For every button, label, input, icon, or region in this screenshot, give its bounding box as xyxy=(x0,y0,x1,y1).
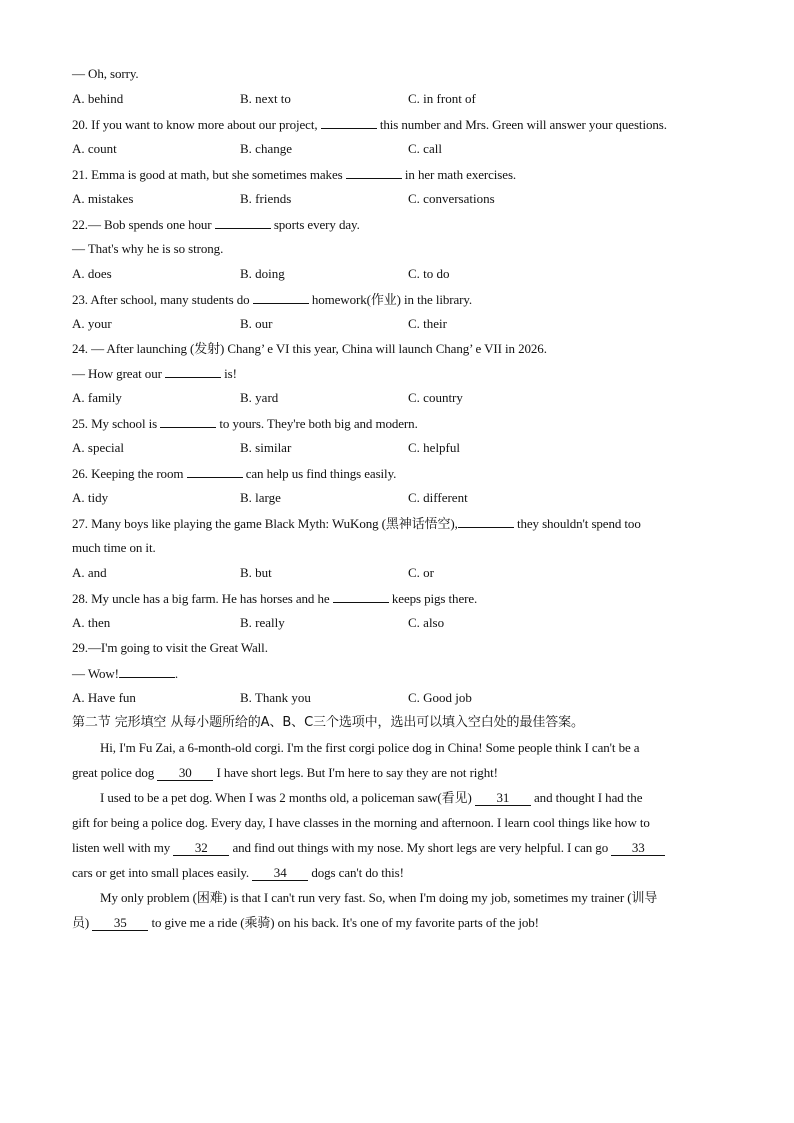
q28-stem-end: keeps pigs there. xyxy=(391,591,478,606)
q27-stem-continued: much time on it. xyxy=(72,540,156,555)
passage-p2-line3 xyxy=(72,840,665,856)
q20-option-b: B. change xyxy=(240,141,292,156)
q28-option-c: C. also xyxy=(408,615,445,630)
q25-stem-start: 25. My school is xyxy=(72,416,158,431)
q28-blank xyxy=(333,590,389,603)
passage-p2-line4-end: dogs can't do this! xyxy=(311,865,404,880)
passage-p2-line3-end: and find out things with my nose. My short legs are very helpful. I can go xyxy=(232,840,609,855)
passage-p2-line1 xyxy=(100,790,642,806)
q24-blank xyxy=(165,365,221,378)
q29-stem: 29.—I'm going to visit the Great Wall. xyxy=(72,640,268,655)
q27-stem-start: 27. Many boys like playing the game Black Myth: WuKong (黑神话悟空), xyxy=(72,516,458,531)
q26-blank xyxy=(187,465,243,478)
blank-30: 30 xyxy=(157,766,213,781)
q21-option-a: A. mistakes xyxy=(72,191,134,206)
q23-blank xyxy=(253,291,309,304)
q25-blank xyxy=(160,415,216,428)
q26-stem-end: can help us find things easily. xyxy=(245,466,397,481)
q24-option-c: C. country xyxy=(408,390,463,405)
q29-option-a: A. Have fun xyxy=(72,690,136,705)
passage-p1-line2-start: great police dog xyxy=(72,765,155,780)
q20-stem xyxy=(72,116,667,133)
blank-31: 31 xyxy=(475,791,531,806)
q24-reply-end: is! xyxy=(224,366,237,381)
q20-stem-start: 20. If you want to know more about our project, xyxy=(72,117,318,132)
q19-option-b: B. next to xyxy=(240,91,291,106)
q22-blank xyxy=(215,216,271,229)
passage-p2-line4-start: cars or get into small places easily. xyxy=(72,865,250,880)
q25-option-c: C. helpful xyxy=(408,440,460,455)
q21-stem-end: in her math exercises. xyxy=(404,167,517,182)
q27-stem xyxy=(72,515,641,532)
q21-stem-start: 21. Emma is good at math, but she sometimes makes xyxy=(72,167,343,182)
passage-p3-line1: My only problem (困难) is that I can't run very fast. So, when I'm doing my job, sometimes my trainer (训导 xyxy=(100,890,658,905)
q28-option-b: B. really xyxy=(240,615,285,630)
q29-reply-start: — Wow! xyxy=(72,666,119,681)
blank-33: 33 xyxy=(611,841,665,856)
q28-stem xyxy=(72,590,477,607)
q21-option-b: B. friends xyxy=(240,191,292,206)
q22-option-b: B. doing xyxy=(240,266,285,281)
passage-p2-line3-start: listen well with my xyxy=(72,840,171,855)
q19-option-c: C. in front of xyxy=(408,91,476,106)
q22-stem-end: sports every day. xyxy=(273,217,360,232)
passage-p2-line2: gift for being a police dog. Every day, I have classes in the morning and afternoon. I learn cool things like how to xyxy=(72,815,650,830)
blank-32: 32 xyxy=(173,841,229,856)
q26-option-a: A. tidy xyxy=(72,490,109,505)
passage-p3-line2-start: 员) xyxy=(72,915,90,930)
q25-stem-end: to yours. They're both big and modern. xyxy=(219,416,418,431)
q27-option-a: A. and xyxy=(72,565,107,580)
q25-option-a: A. special xyxy=(72,440,124,455)
q28-stem-start: 28. My uncle has a big farm. He has horses and he xyxy=(72,591,330,606)
q22-stem xyxy=(72,216,360,233)
passage-p1-line1: Hi, I'm Fu Zai, a 6-month-old corgi. I'm the first corgi police dog in China! Some people think I can't be a xyxy=(100,740,640,755)
q26-option-b: B. large xyxy=(240,490,281,505)
q20-option-a: A. count xyxy=(72,141,117,156)
q19-reply: — Oh, sorry. xyxy=(72,66,139,81)
q23-stem xyxy=(72,291,472,308)
passage-p2-line1-start: I used to be a pet dog. When I was 2 months old, a policeman saw(看见) xyxy=(100,790,472,805)
q29-option-b: B. Thank you xyxy=(240,690,311,705)
q27-option-c: C. or xyxy=(408,565,434,580)
q19-option-a: A. behind xyxy=(72,91,124,106)
blank-34: 34 xyxy=(252,866,308,881)
passage-p3-line2-end: to give me a ride (乘骑) on his back. It's one of my favorite parts of the job! xyxy=(151,915,539,930)
blank-35: 35 xyxy=(92,916,148,931)
q27-stem-mid: they shouldn't spend too xyxy=(516,516,641,531)
q21-stem xyxy=(72,166,516,183)
q21-option-c: C. conversations xyxy=(408,191,495,206)
q23-option-b: B. our xyxy=(240,316,273,331)
q22-reply: — That's why he is so strong. xyxy=(72,241,224,256)
section-heading: 第二节 完形填空 从每小题所给的A、B、C三个选项中，选出可以填入空白处的最佳答案。 xyxy=(72,715,584,730)
q24-option-b: B. yard xyxy=(240,390,279,405)
q27-blank xyxy=(458,515,514,528)
passage-p2-line4 xyxy=(72,865,404,881)
passage-p1-line2 xyxy=(72,765,498,781)
passage-p3-line2 xyxy=(72,915,539,931)
q20-blank xyxy=(321,116,377,129)
q24-reply xyxy=(72,365,237,382)
q23-option-c: C. their xyxy=(408,316,447,331)
q22-stem-start: 22.— Bob spends one hour xyxy=(72,217,212,232)
q28-option-a: A. then xyxy=(72,615,111,630)
q22-option-a: A. does xyxy=(72,266,112,281)
q20-stem-end: this number and Mrs. Green will answer your questions. xyxy=(379,117,667,132)
q24-stem: 24. — After launching (发射) Chang’ e VI this year, China will launch Chang’ e VII in 2026. xyxy=(72,341,547,356)
q23-stem-start: 23. After school, many students do xyxy=(72,292,250,307)
passage-p2-line1-end: and thought I had the xyxy=(534,790,643,805)
q22-option-c: C. to do xyxy=(408,266,450,281)
q21-blank xyxy=(346,166,402,179)
q29-reply xyxy=(72,665,178,682)
q29-blank xyxy=(119,665,175,678)
q24-option-a: A. family xyxy=(72,390,122,405)
q23-option-a: A. your xyxy=(72,316,112,331)
q26-stem-start: 26. Keeping the room xyxy=(72,466,184,481)
q25-stem xyxy=(72,415,418,432)
q29-reply-end: . xyxy=(174,666,179,681)
q27-option-b: B. but xyxy=(240,565,272,580)
q20-option-c: C. call xyxy=(408,141,442,156)
q23-stem-end: homework(作业) in the library. xyxy=(311,292,473,307)
q24-reply-start: — How great our xyxy=(72,366,162,381)
passage-p1-line2-end: I have short legs. But I'm here to say they are not right! xyxy=(216,765,498,780)
q29-option-c: C. Good job xyxy=(408,690,472,705)
q26-stem xyxy=(72,465,396,482)
q25-option-b: B. similar xyxy=(240,440,292,455)
q26-option-c: C. different xyxy=(408,490,468,505)
